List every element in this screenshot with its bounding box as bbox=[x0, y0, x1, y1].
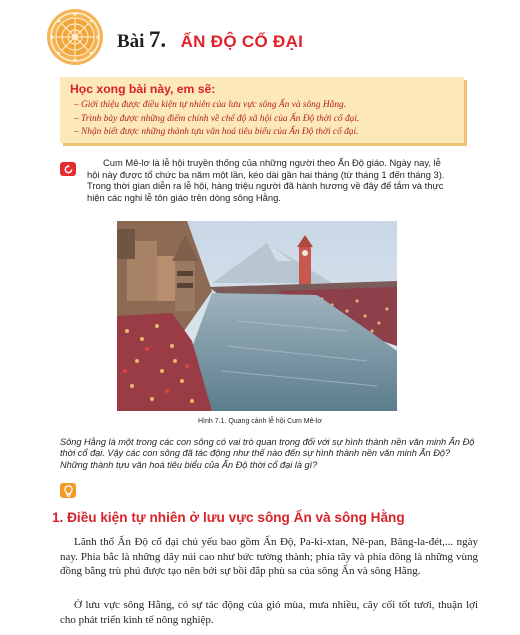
lesson-title bbox=[117, 27, 303, 53]
learning-objectives-box bbox=[60, 77, 464, 143]
objectives-list bbox=[74, 99, 359, 140]
lightbulb-icon bbox=[60, 483, 76, 498]
body-paragraph: Lãnh thổ Ấn Độ cổ đại chủ yếu bao gồm Ấn Độ, Pa-ki-xtan, Nê-pan, Băng-la-đét,... ngày nay. Phía bắc là những dãy núi cao như bức tường thành; phía tây và phía đông là những vùng đồng bằng trù phú được tạo nên bởi sự bồi đắp phù sa của sông Ấn và sông Hằng. bbox=[60, 536, 478, 578]
body-paragraph: Ở lưu vực sông Hằng, có sự tác động của gió mùa, mưa nhiều, cây cối tốt tươi, thuận lợi cho phát triển kinh tế nông nghiệp. bbox=[60, 599, 478, 626]
objective-item: – Trình bày được những điểm chính về chế độ xã hội của Ấn Độ thời cổ đại. bbox=[74, 113, 360, 124]
figure-caption: Hình 7.1. Quang cảnh lễ hội Cum Mê-lơ bbox=[197, 418, 323, 425]
lesson-number: 7. bbox=[148, 27, 167, 52]
objective-item: – Giới thiệu được điều kiện tự nhiên của lưu vực sông Ấn và sông Hằng. bbox=[74, 100, 347, 110]
start-arrow-icon bbox=[60, 162, 76, 176]
objectives-heading: Học xong bài này, em sẽ: bbox=[70, 82, 216, 96]
lesson-name: ẤN ĐỘ CỔ ĐẠI bbox=[180, 32, 304, 51]
opening-question: Sông Hằng là một trong các con sông có vai trò quan trọng đối với sự hình thành nền văn minh Ấn Độ thời cổ đại. Vậy các con sông đã tác động như thế nào đến sự hình thành nền văn minh Ấn Độ? Những thành tựu văn hoá tiêu biểu của Ấn Độ thời cổ đại là gì? bbox=[60, 437, 475, 470]
intro-paragraph: Cum Mê-lơ là lễ hội truyền thống của những người theo Ấn Độ giáo. Ngày nay, lễ hội này được tổ chức ba năm một lần, kéo dài gần hai tháng (từ tháng 1 đến tháng 3). Trong thời gian diễn ra lễ hội, hàng triệu người đã hành hương về đây để tắm và thực hiện các nghi lễ tôn giáo trên dòng sông Hằng. bbox=[87, 157, 445, 203]
section-heading: 1. Điều kiện tự nhiên ở lưu vực sông Ấn và sông Hằng bbox=[52, 510, 405, 525]
objective-item: – Nhận biết được những thành tựu văn hoá tiêu biểu của Ấn Độ thời cổ đại. bbox=[74, 127, 359, 138]
lesson-mandala-icon bbox=[46, 8, 104, 66]
festival-photo bbox=[117, 221, 397, 411]
lesson-prefix: Bài bbox=[117, 31, 145, 52]
